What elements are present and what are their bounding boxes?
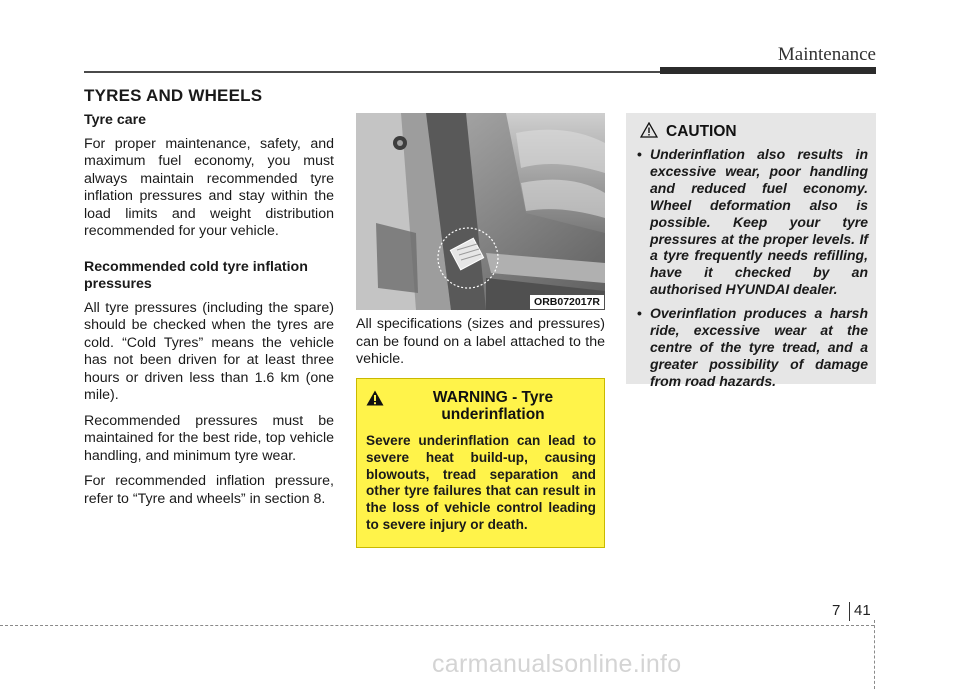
header-rule-thin [84, 71, 664, 73]
footer-separator [849, 602, 850, 621]
bullet-icon: • [637, 305, 642, 322]
footer-chapter-number: 7 [832, 602, 841, 619]
cold-pressures-paragraph-2: Recommended pressures must be maintained for the best ride, top vehicle handling, and minimum tyre wear. [84, 412, 334, 464]
figure-code: ORB072017R [530, 295, 604, 309]
caution-item-text: Underinflation also results in excessive wear, poor handling and reduced fuel economy. Wheel deformation also is possible. Keep your tyre pressures at the proper levels. If a tyre frequently needs refilling, have it checked by an authorised HYUNDAI dealer. [650, 146, 868, 298]
left-column [84, 112, 334, 516]
bullet-icon: • [637, 146, 642, 162]
footer-dashed-rule [0, 625, 874, 626]
warning-header [366, 389, 596, 423]
cold-pressures-paragraph-1: All tyre pressures (including the spare) should be checked when the tyres are cold. “Cold Tyres” means the vehicle has not been driven for at least three hours or driven less than 1.6 km (one mile). [84, 299, 334, 403]
footer-page-number: 41 [854, 602, 871, 619]
warning-triangle-icon [366, 390, 384, 410]
warning-body: Severe underinflation can lead to severe heat build-up, causing blowouts, tread separation and other tyre failures that can result in the loss of vehicle control leading to severe injury or death. [366, 433, 596, 532]
warning-box [356, 378, 605, 548]
section-title: TYRES AND WHEELS [84, 86, 263, 105]
header-rule-thick [660, 67, 876, 74]
header-section-title: Maintenance [777, 44, 876, 65]
door-jamb-photo [356, 113, 605, 310]
footer-vertical-dashed-rule [874, 620, 875, 689]
caution-item [634, 146, 868, 298]
cold-pressures-paragraph-3: For recommended inflation pressure, refer to “Tyre and wheels” in section 8. [84, 473, 334, 507]
caution-box [626, 113, 876, 389]
caution-triangle-icon [640, 122, 658, 143]
caution-list [634, 146, 868, 390]
tyre-care-paragraph: For proper maintenance, safety, and maximum fuel economy, you must always maintain recommended tyre inflation pressures and stay within the load limits and weight distribution recommended for your vehicle. [84, 135, 334, 239]
door-jamb-illustration [356, 113, 605, 310]
caution-item-text: Overinflation produces a harsh ride, excessive wear at the centre of the tyre tread, and a greater possibility of damage from road hazards. [650, 305, 868, 389]
cold-pressures-heading: Recommended cold tyre inflation pressures [84, 258, 308, 292]
warning-title: WARNING - Tyre underinflation [432, 389, 554, 423]
watermark: carmanualsonline.info [432, 650, 682, 678]
caution-header [634, 121, 868, 143]
tyre-care-heading: Tyre care [84, 112, 147, 128]
caution-title: CAUTION [666, 123, 737, 140]
caution-item [634, 305, 868, 390]
spec-label-text: All specifications (sizes and pressures) can be found on a label attached to the vehicle. [356, 316, 605, 367]
